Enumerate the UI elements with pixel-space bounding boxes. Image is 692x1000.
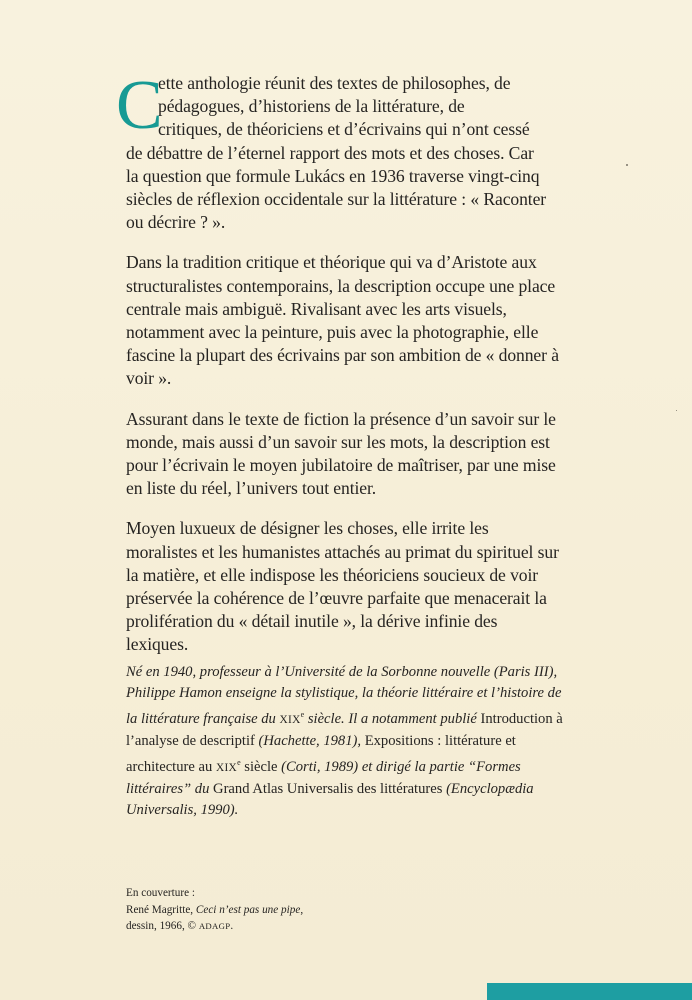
book-title: siècle: [240, 758, 278, 775]
century-superscript: e: [237, 757, 241, 767]
copyright-holder: ADAGP: [198, 921, 231, 932]
bio-text: Né en 1940, professeur à l’Université de la Sorbonne nouvelle (Paris III), Philippe Hamon enseigne la stylistique, la théorie littéraire et l’histoire de la littérature française du: [126, 664, 562, 727]
credits-copyright: [126, 918, 426, 935]
drop-cap: C: [116, 67, 163, 144]
punctuation: ,: [300, 903, 304, 916]
paragraph-1: [116, 67, 562, 234]
artwork-details: dessin, 1966, ©: [126, 920, 199, 933]
paper-speck: [626, 164, 628, 166]
blurb-text: [116, 67, 562, 674]
paragraph-1-line: de débattre de l’éternel rapport des mots et des choses. Car: [126, 142, 534, 163]
paragraph-2: Dans la tradition critique et théorique qui va d’Aristote aux structuralistes contemporains, la description occupe une place centrale mais ambiguë. Rivalisant avec les arts visuels, notamment avec la peinture, puis avec la photographie, elle fascine la plupart des écrivains par son ambition de « donner à voir ».: [126, 252, 559, 389]
publisher-info: (Hachette, 1981),: [254, 732, 365, 749]
publisher-info: (Encyclopædia Universalis, 1990).: [126, 780, 534, 818]
century-numeral: XIX: [215, 761, 238, 774]
cover-credits: [126, 885, 426, 935]
paragraph-1-line: la question que formule Lukács en 1936 traverse vingt-cinq: [126, 165, 540, 186]
artwork-title: Ceci n’est pas une pipe: [195, 903, 301, 916]
bio-text: siècle. Il a notamment publié: [304, 710, 481, 727]
paragraph-3: Assurant dans le texte de fiction la présence d’un savoir sur le monde, mais aussi d’un savoir sur les mots, la description est pour l’écrivain le moyen jubilatoire de maîtriser, par une mise en liste du réel, l’univers tout entier.: [126, 408, 556, 499]
credits-artwork: [126, 902, 426, 919]
artist-name: René Magritte,: [126, 903, 196, 916]
paragraph-1-line: critiques, de théoriciens et d’écrivains qui n’ont cessé: [158, 119, 530, 140]
paragraph-1-line: pédagogues, d’historiens de la littérature, de: [158, 96, 465, 117]
teal-edge-band: [487, 983, 692, 1000]
century-superscript: e: [300, 710, 305, 719]
paragraph-1-line: ou décrire ? ».: [126, 212, 226, 233]
author-biography: [126, 662, 566, 821]
book-title: Introduction à l’analyse de descriptif: [126, 710, 563, 749]
credits-heading: En couverture :: [126, 887, 195, 899]
punctuation: .: [230, 920, 234, 933]
paragraph-1-line: siècles de réflexion occidentale sur la littérature : « Raconter: [126, 189, 547, 210]
paper-speck: [676, 410, 677, 411]
paragraph-4: Moyen luxueux de désigner les choses, elle irrite les moralistes et les humanistes attachés au primat du spirituel sur la matière, et elle indispose les théoriciens soucieux de voir préservée la cohérence de l’œuvre parfaite que menacerait la prolifération du « détail inutile », la dérive infinie des lexiques.: [126, 518, 559, 655]
publisher-info: (Corti, 1989) et dirigé la partie “Formes littéraires” du: [126, 758, 521, 797]
book-title: Expositions : littérature et architecture au: [126, 732, 516, 775]
book-title: Grand Atlas Universalis des littératures: [213, 780, 443, 797]
paragraph-1-line: ette anthologie réunit des textes de philosophes, de: [158, 73, 511, 93]
century-numeral: XIX: [279, 713, 301, 726]
